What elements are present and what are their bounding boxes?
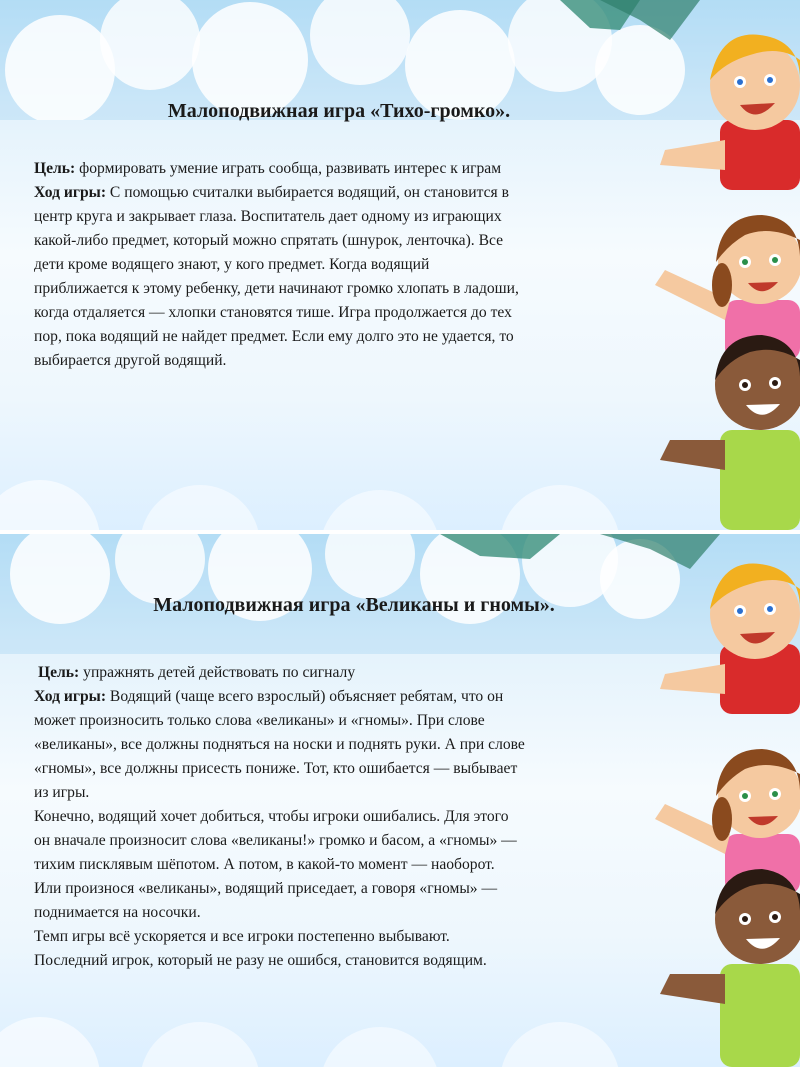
girl-figure [655,749,800,894]
goal-line [34,157,674,181]
text-line: из игры. [34,784,90,801]
text-line: Темп игры всё ускоряется и все игроки постепенно выбывают. [34,928,450,945]
text-line: выбирается другой водящий. [34,352,227,369]
moves-label: Ход игры: [34,184,107,201]
goal-line [34,661,674,685]
text-line: может произносить только слова «великаны» и «гномы». При слове [34,712,485,729]
goal-label: Цель: [38,664,80,681]
game-text [34,661,674,973]
slide-velikany-i-gnomy [0,534,800,1067]
text-line: поднимается на носочки. [34,904,201,921]
text-line: Конечно, водящий хочет добиться, чтобы игроки ошибались. Для этого [34,808,509,825]
text-line: когда отдаляется — хлопки становятся тише. Игра продолжается до тех [34,304,512,321]
blond-boy-figure [660,564,800,714]
text-line: центр круга и закрывает глаза. Воспитатель дает одному из играющих [34,208,502,225]
text-line: дети кроме водящего знают, у кого предмет. Когда водящий [34,256,430,273]
text-line: какой-либо предмет, который можно спрятать (шнурок, ленточка). Все [34,232,504,249]
game-text [34,157,674,373]
goal-text: упражнять детей действовать по сигналу [79,664,356,681]
game-title: Малоподвижная игра «Великаны и гномы». [153,594,555,616]
game-description [34,100,674,373]
text-line: Или произнося «великаны», водящий приседает, а говоря «гномы» — [34,880,498,897]
slide-tikho-gromko [0,0,800,530]
text-line: тихим писклявым шёпотом. А потом, в какой-то момент — наоборот. [34,856,495,873]
text-line: приближается к этому ребенку, дети начинают громко хлопать в ладоши, [34,280,519,297]
text-line: «гномы», все должны присесть пониже. Тот, кто ошибается — выбывает [34,760,518,777]
text-line: он вначале произносит слова «великаны!» громко и басом, а «гномы» — [34,832,517,849]
goal-text: формировать умение играть сообща, развивать интерес к играм [75,160,502,177]
goal-label: Цель: [34,160,76,177]
text-line: Последний игрок, который не разу не ошибся, становится водящим. [34,952,487,969]
moves-line [34,685,674,709]
blond-boy-figure [660,35,800,190]
game-description [34,594,674,973]
girl-figure [655,215,800,360]
moves-line [34,181,674,205]
dark-haired-boy-figure [660,335,800,530]
text-line: пор, пока водящий не найдет предмет. Если ему долго это не удается, то [34,328,514,345]
moves-label: Ход игры: [34,688,107,705]
text-line: «великаны», все должны подняться на носки и поднять руки. А при слове [34,736,525,753]
moves-text: С помощью считалки выбирается водящий, он становится в [106,184,509,201]
moves-text: Водящий (чаще всего взрослый) объясняет ребятам, что он [106,688,504,705]
game-title: Малоподвижная игра «Тихо-громко». [167,100,511,122]
dark-haired-boy-figure [660,869,800,1067]
